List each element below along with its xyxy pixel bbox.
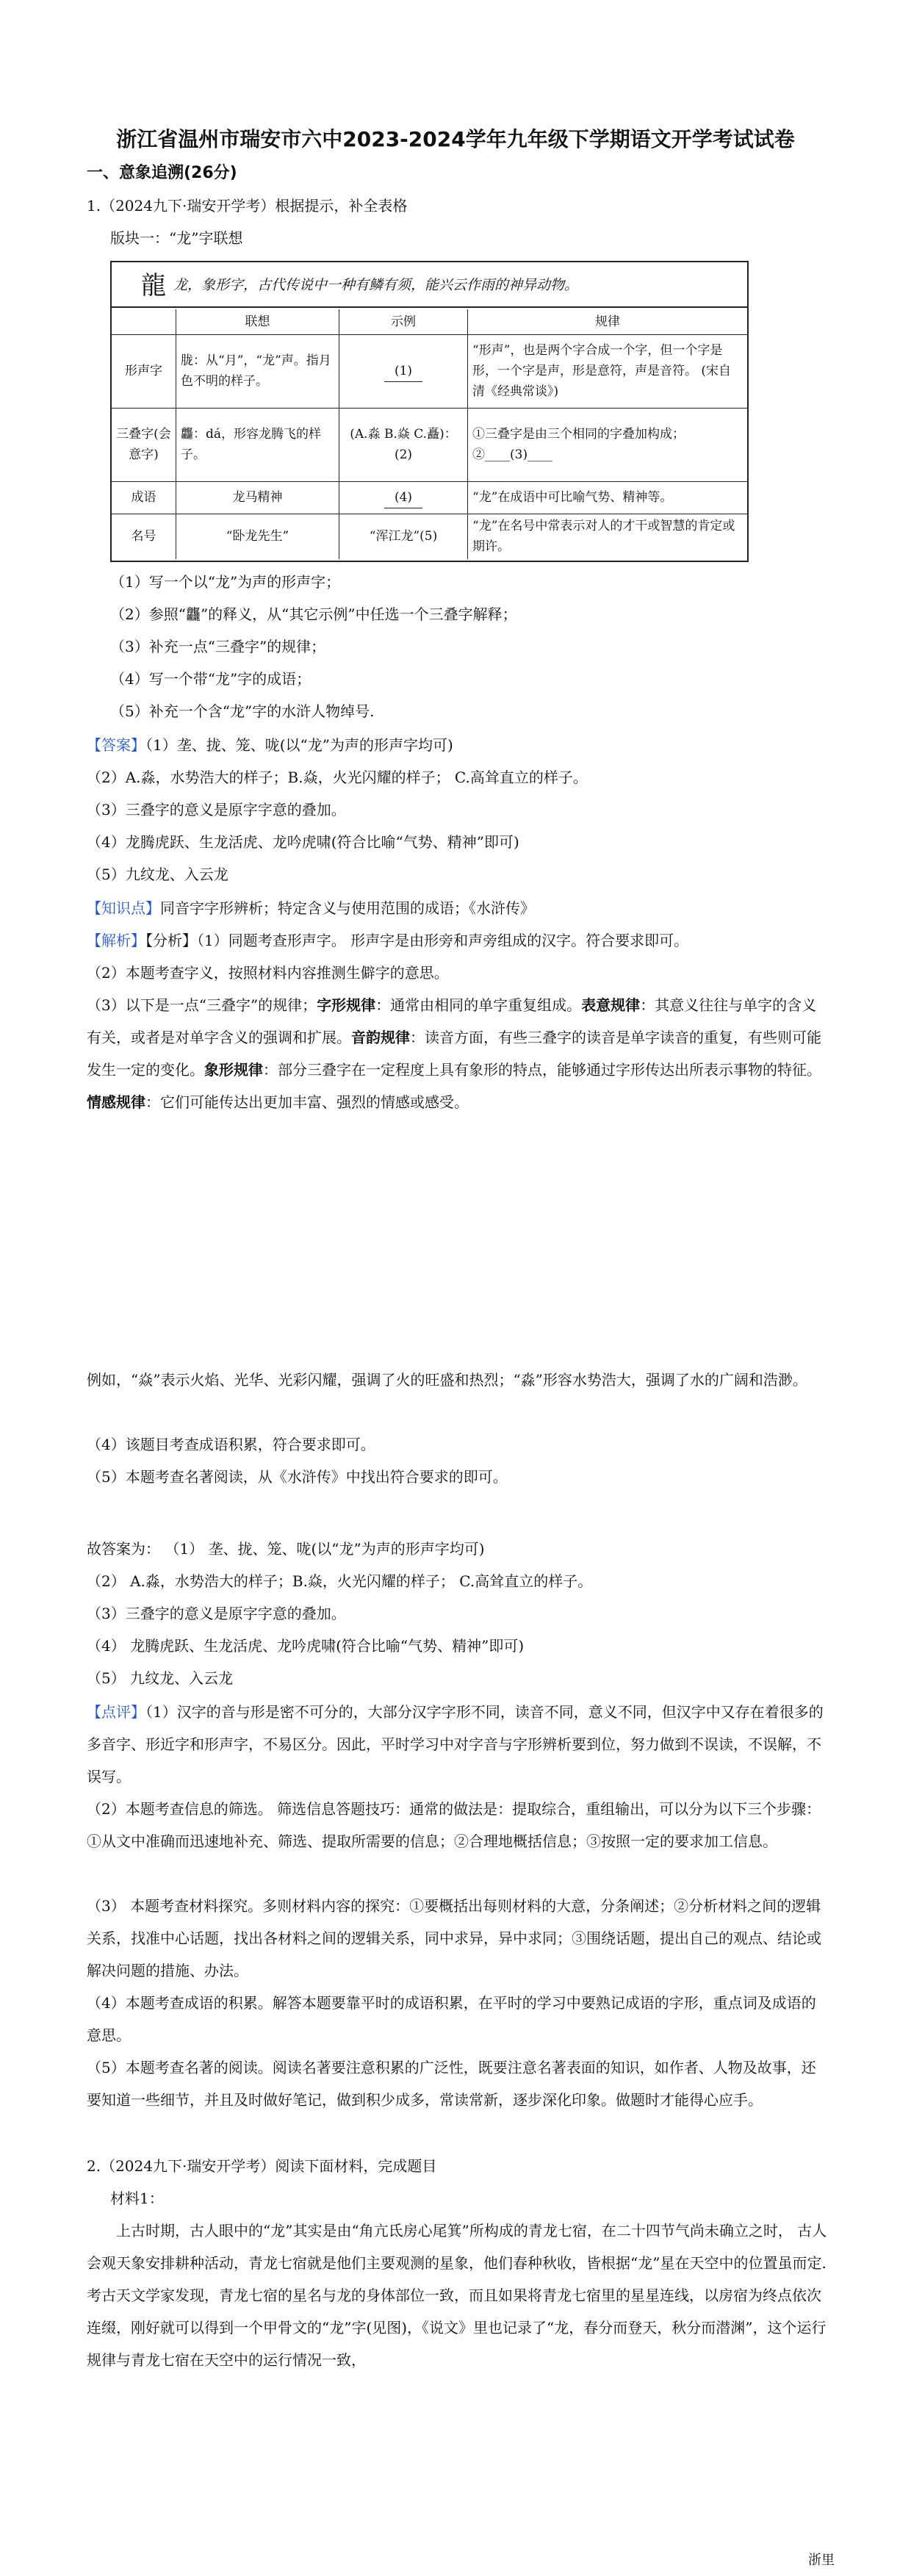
row-rule: ①三叠字是由三个相同的字叠加构成；②____(3)____ bbox=[472, 427, 685, 462]
row-sample: “浑江龙”(5) bbox=[339, 514, 468, 559]
final-answer-line: （2） A.淼，水势浩大的样子；B.焱，火光闪耀的样子； C.高耸直立的样子。 bbox=[87, 1572, 593, 1590]
analysis-line: 【解析】【分析】（1）同题考查形声字。 形声字是由形旁和声旁组成的汉字。符合要求即可。 bbox=[87, 932, 689, 949]
sub-question: （4）写一个带“龙”字的成语； bbox=[110, 670, 312, 688]
row-sample: (4) bbox=[339, 481, 468, 514]
analysis-line: （2）本题考查字义，按照材料内容推测生僻字的意思。 bbox=[87, 964, 449, 982]
row-example: 龙马精神 bbox=[176, 481, 339, 514]
comment-tag: 【点评】 bbox=[87, 1703, 145, 1721]
answer-tag: 【答案】 bbox=[87, 736, 145, 754]
row-name: 成语 bbox=[112, 481, 176, 514]
comment-paragraph: （2）本题考查信息的筛选。 筛选信息答题技巧：通常的做法是：提取综合，重组输出，可以分为以下三个步骤：①从文中准确而迅速地补充、筛选、提取所需要的信息；②合理地概括信息；③按照一定的要求加工信息。 bbox=[87, 1800, 821, 1850]
final-answer-line: 故答案为： （1） 垄、拢、笼、咙(以“龙”为声的形声字均可) bbox=[87, 1540, 485, 1558]
comment-paragraph: （3） 本题考查材料探究。多则材料内容的探究：①要概括出每则材料的大意，分条阐述；②分析材料之间的逻辑关系，找准中心话题，找出各材料之间的逻辑关系，同中求异，异中求同；③围绕话题，提出自己的观点、结论或解决问题的措施、办法。 bbox=[87, 1897, 821, 1979]
answer-line: （3）三叠字的意义是原字字意的叠加。 bbox=[87, 801, 346, 819]
table-row bbox=[112, 514, 747, 559]
table-header-row bbox=[112, 262, 747, 308]
answer-line: （2）A.淼，水势浩大的样子；B.焱，火光闪耀的样子； C.高耸直立的样子。 bbox=[87, 769, 588, 786]
answer-line: 【答案】（1）垄、拢、笼、咙(以“龙”为声的形声字均可) bbox=[87, 736, 453, 754]
row-rule: “龙”在名号中常表示对人的才干或智慧的肯定或期许。 bbox=[472, 519, 735, 554]
material-paragraph: 上古时期，古人眼中的“龙”其实是由“角亢氐房心尾箕”所构成的青龙七宿，在二十四节气尚未确立之时， 古人会观天象安排耕种活动，青龙七宿就是他们主要观测的星象，他们春种秋收，皆根据“龙”星在天空中的位置虽而定.考古天文学家发现，青龙七宿的星名与龙的身体部位一致，而且如果将青龙七宿里的星星连线，以房宿为终点依次连缀，刚好就可以得到一个甲骨文的“龙”字(见图)，《说文》里也记录了“龙，春分而登天，秋分而潜渊”，这个运行规律与青龙七宿在天空中的运行情况一致， bbox=[87, 2222, 827, 2369]
row-sample: (A.淼 B.焱 C.矗)：(2) bbox=[339, 408, 468, 481]
row-name: 形声字 bbox=[112, 334, 176, 408]
row-sample: (1) bbox=[339, 334, 468, 408]
sub-question: （3）补充一点“三叠字”的规律； bbox=[110, 638, 326, 655]
row-example: 胧：从“月”，“龙”声。指月色不明的样子。 bbox=[176, 334, 339, 408]
final-answer-line: （3）三叠字的意义是原字字意的叠加。 bbox=[87, 1605, 346, 1622]
row-example: 龘：dá，形容龙腾飞的样子。 bbox=[176, 408, 339, 481]
column-header: 联想 bbox=[176, 309, 339, 334]
dragon-glyph-icon: 龍 bbox=[141, 271, 166, 301]
example-paragraph: 例如，“焱”表示火焰、光华、光彩闪耀，强调了火的旺盛和热烈；“淼”形容水势浩大，强调了水的广阔和浩渺。 bbox=[87, 1371, 807, 1389]
analysis-line: （5）本题考查名著阅读，从《水浒传》中找出符合要求的即可。 bbox=[87, 1468, 508, 1486]
column-header: 规律 bbox=[595, 314, 620, 329]
comment-paragraph: （4）本题考查成语的积累。解答本题要靠平时的成语积累，在平时的学习中要熟记成语的字形，重点词及成语的意思。 bbox=[87, 1994, 816, 2044]
column-header: 示例 bbox=[339, 309, 468, 334]
comment-paragraph: （5）本题考查名著的阅读。阅读名著要注意积累的广泛性，既要注意名著表面的知识，如作者、人物及故事，还要知道一些细节，并且及时做好笔记，做到积少成多，常读常新，逐步深化印象。做题时才能得心应手。 bbox=[87, 2059, 816, 2109]
page-title: 浙江省温州市瑞安市六中2023-2024学年九年级下学期语文开学考试试卷 bbox=[116, 127, 795, 151]
comment-paragraph: 【点评】（1）汉字的音与形是密不可分的，大部分汉字字形不同，读音不同，意义不同，但汉字中又存在着很多的多音字、形近字和形声字，不易区分。因此，平时学习中对字音与字形辨析要到位，努力做到不误读，不误解，不误写。 bbox=[87, 1703, 824, 1785]
final-answer-line: （4） 龙腾虎跃、生龙活虎、龙吟虎啸(符合比喻“气势、精神”即可) bbox=[87, 1637, 525, 1655]
knowledge-line: 【知识点】同音字字形辨析；特定含义与使用范围的成语；《水浒传》 bbox=[87, 899, 535, 917]
row-example: “卧龙先生” bbox=[176, 514, 339, 559]
answer-line: （4）龙腾虎跃、生龙活虎、龙吟虎啸(符合比喻“气势、精神”即可) bbox=[87, 833, 519, 851]
table-column-header bbox=[112, 309, 747, 335]
row-rule: “形声”，也是两个字合成一个字，但一个字是形，一个字是声，形是意符，声是音符。 (宋自清《经典常谈》) bbox=[472, 343, 732, 399]
row-name: 名号 bbox=[112, 514, 176, 559]
table-caption: 龙，象形字，古代传说中一种有鳞有须，能兴云作雨的神异动物。 bbox=[173, 277, 579, 293]
row-name: 三叠字(会意字) bbox=[112, 408, 176, 481]
knowledge-tag: 【知识点】 bbox=[87, 899, 160, 917]
analysis-line: （4）该题目考查成语积累，符合要求即可。 bbox=[87, 1436, 375, 1453]
question-1-stem: 1.（2024九下·瑞安开学考）根据提示，补全表格 bbox=[87, 197, 408, 215]
block-label: 版块一：“龙”字联想 bbox=[110, 229, 243, 247]
question-2-stem: 2.（2024九下·瑞安开学考）阅读下面材料，完成题目 bbox=[87, 2157, 437, 2175]
analysis-tag: 【解析】 bbox=[87, 932, 145, 949]
page-footer: 浙里 bbox=[808, 2552, 835, 2568]
association-table bbox=[110, 261, 749, 562]
final-answer-line: （5） 九纹龙、入云龙 bbox=[87, 1669, 234, 1687]
material-label: 材料1： bbox=[110, 2190, 164, 2207]
analysis-paragraph: （3）以下是一点“三叠字”的规律；字形规律：通常由相同的单字重复组成。表意规律：其意义往往与单字的含义有关，或者是对单字含义的强调和扩展。音韵规律：读音方面，有些三叠字的读音是单字读音的重复，有些则可能发生一定的变化。象形规律：部分三叠字在一定程度上具有象形的特点，能够通过字形传达出所表示事物的特征。情感规律：它们可能传达出更加丰富、强烈的情感或感受。 bbox=[87, 996, 821, 1111]
table-row bbox=[112, 408, 747, 482]
sub-question: （1）写一个以“龙”为声的形声字； bbox=[110, 573, 341, 591]
answer-line: （5）九纹龙、入云龙 bbox=[87, 866, 228, 883]
section-heading: 一、意象追溯(26分) bbox=[87, 164, 237, 182]
table-row bbox=[112, 481, 747, 514]
table-row bbox=[112, 334, 747, 409]
row-rule: “龙”在成语中可比喻气势、精神等。 bbox=[472, 490, 673, 505]
sub-question: （2）参照“龘”的释义，从“其它示例”中任选一个三叠字解释； bbox=[110, 605, 517, 623]
sub-question: （5）补充一个含“龙”字的水浒人物绰号. bbox=[110, 702, 375, 720]
